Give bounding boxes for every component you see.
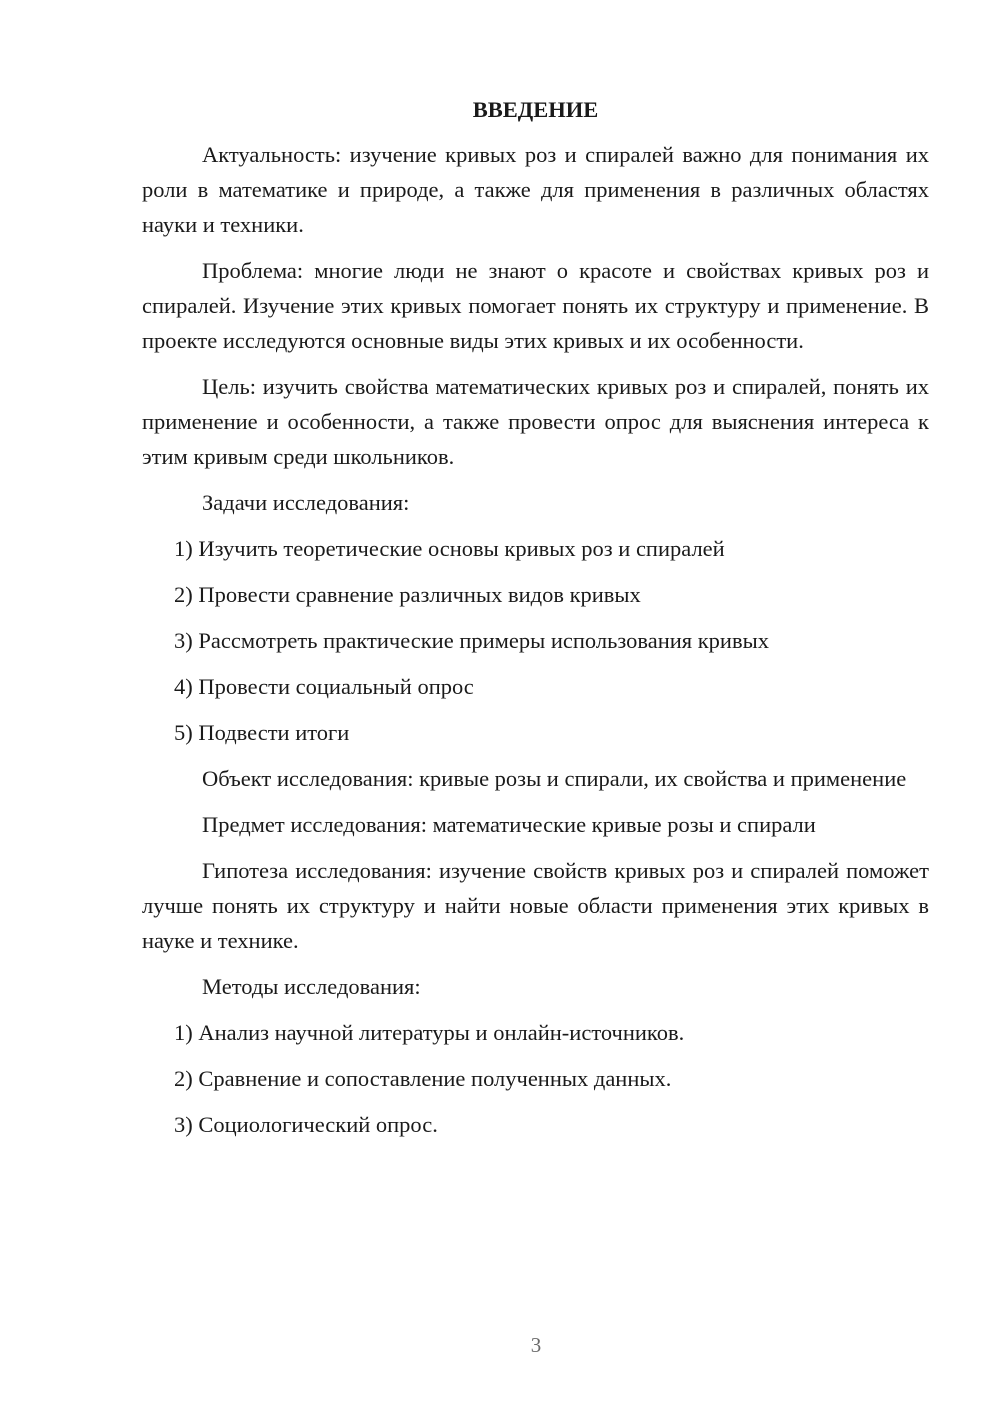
task-item: 1) Изучить теоретические основы кривых роз и спиралей <box>174 536 725 561</box>
task-item: 5) Подвести итоги <box>174 720 350 745</box>
hypothesis-paragraph: Гипотеза исследования: изучение свойств кривых роз и спиралей поможет лучше понять их структуру и найти новые области применения этих кривых в науке и технике. <box>142 858 929 953</box>
page-number: 3 <box>530 1333 542 1357</box>
methods-heading: Методы исследования: <box>202 974 421 999</box>
object-paragraph: Объект исследования: кривые розы и спирали, их свойства и применение <box>202 766 907 791</box>
method-item: 3) Социологический опрос. <box>174 1112 438 1137</box>
relevance-paragraph: Актуальность: изучение кривых роз и спиралей важно для понимания их роли в математике и природе, а также для применения в различных областях науки и техники. <box>142 142 929 237</box>
method-item: 1) Анализ научной литературы и онлайн-источников. <box>174 1020 685 1045</box>
subject-paragraph: Предмет исследования: математические кривые розы и спирали <box>202 812 816 837</box>
task-item: 4) Провести социальный опрос <box>174 674 474 699</box>
goal-paragraph: Цель: изучить свойства математических кривых роз и спиралей, понять их применение и особенности, а также провести опрос для выяснения интереса к этим кривым среди школьников. <box>142 374 929 469</box>
tasks-heading: Задачи исследования: <box>202 490 410 515</box>
method-item: 2) Сравнение и сопоставление полученных данных. <box>174 1066 672 1091</box>
problem-paragraph: Проблема: многие люди не знают о красоте и свойствах кривых роз и спиралей. Изучение этих кривых помогает понять их структуру и применение. В проекте исследуются основные виды этих кривых и их особенности. <box>142 258 929 353</box>
document-body <box>142 92 929 1153</box>
page-title: ВВЕДЕНИЕ <box>472 97 599 122</box>
task-item: 3) Рассмотреть практические примеры использования кривых <box>174 628 769 653</box>
task-item: 2) Провести сравнение различных видов кривых <box>174 582 641 607</box>
